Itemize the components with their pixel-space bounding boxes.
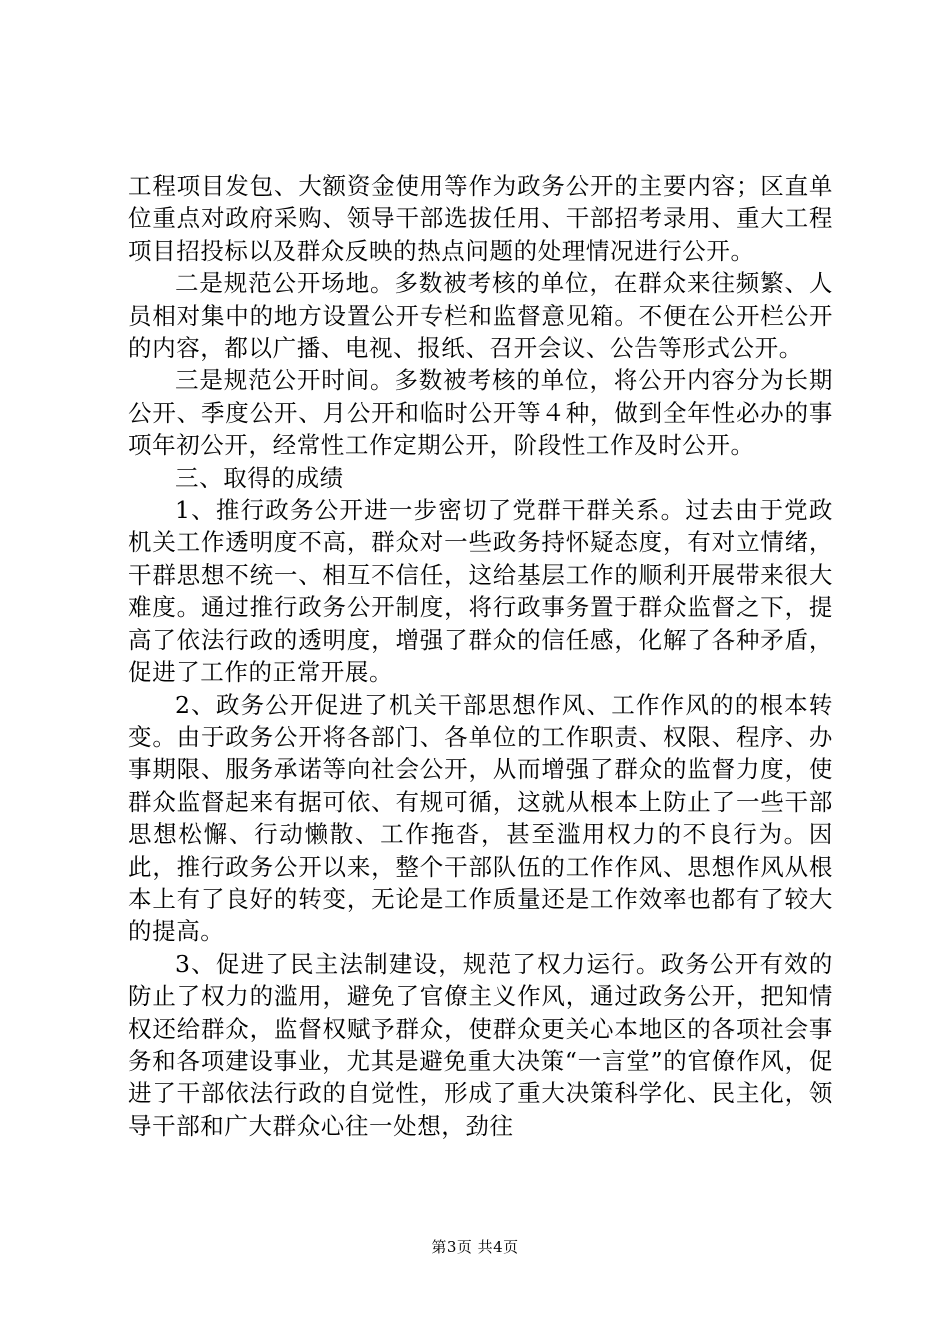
paragraph-achievement-3: 3、促进了民主法制建设，规范了权力运行。政务公开有效的防止了权力的滥用，避免了官僚主义作风，通过政务公开，把知情权还给群众，监督权赋予群众，使群众更关心本地区的各项社会事务和各项建设事业，尤其是避免重大决策“一言堂”的官僚作风，促进了干部依法行政的自觉性，形成了重大决策科学化、民主化，领导干部和广大群众心往一处想，劲往 (128, 949, 833, 1140)
section-heading-achievements: 三、取得的成绩 (175, 463, 344, 492)
paragraph-achievement-2: 2、政务公开促进了机关干部思想作风、工作作风的的根本转变。由于政务公开将各部门、各单位的工作职责、权限、程序、办事期限、服务承诺等向社会公开，从而增强了群众的监督力度，使群众监督起来有据可依、有规可循，这就从根本上防止了一些干部思想松懈、行动懒散、工作拖沓，甚至滥用权力的不良行为。因此，推行政务公开以来，整个干部队伍的工作作风、思想作风从根本上有了良好的转变，无论是工作质量还是工作效率也都有了较大的提高。 (128, 690, 833, 946)
paragraph-achievement-1: 1、推行政务公开进一步密切了党群干群关系。过去由于党政机关工作透明度不高，群众对一些政务持怀疑态度，有对立情绪，干群思想不统一、相互不信任，这给基层工作的顺利开展带来很大难度。通过推行政务公开制度，将行政事务置于群众监督之下，提高了依法行政的透明度，增强了群众的信任感，化解了各种矛盾，促进了工作的正常开展。 (128, 496, 833, 687)
paragraph-venue: 二是规范公开场地。多数被考核的单位，在群众来往频繁、人员相对集中的地方设置公开专栏和监督意见箱。不便在公开栏公开的内容，都以广播、电视、报纸、召开会议、公告等形式公开。 (128, 269, 833, 363)
paragraph-timing: 三是规范公开时间。多数被考核的单位，将公开内容分为长期公开、季度公开、月公开和临时公开等４种，做到全年性必办的事项年初公开，经常性工作定期公开，阶段性工作及时公开。 (128, 366, 833, 460)
page-number-footer: 第3页 共4页 (431, 1238, 519, 1256)
document-body (128, 170, 833, 1142)
paragraph-continuation: 工程项目发包、大额资金使用等作为政务公开的主要内容；区直单位重点对政府采购、领导干部选拔任用、干部招考录用、重大工程项目招投标以及群众反映的热点问题的处理情况进行公开。 (128, 172, 833, 265)
